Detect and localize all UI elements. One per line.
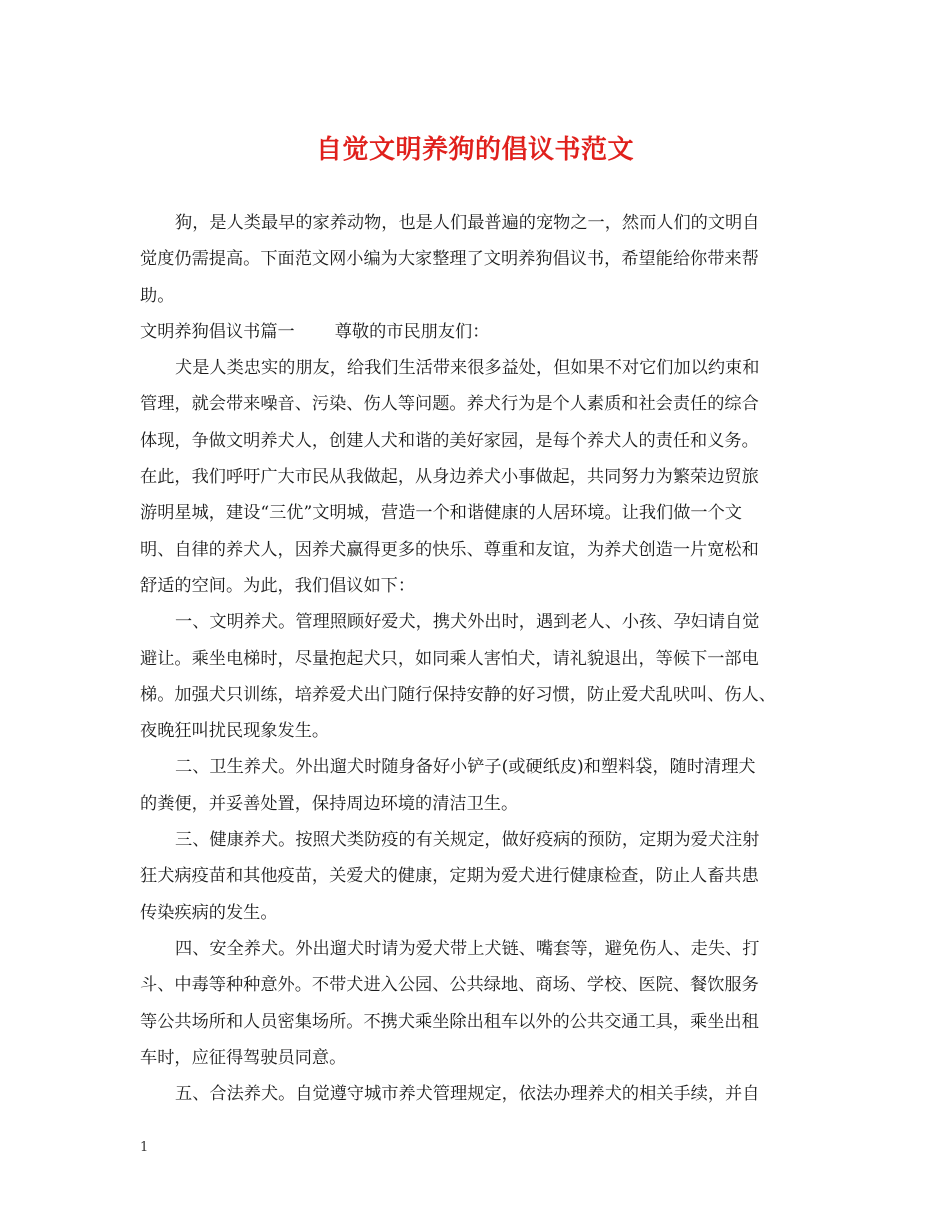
body-line: 五、合法养犬。自觉遵守城市养犬管理规定，依法办理养犬的相关手续，并自 [175, 1084, 760, 1105]
section-heading: 文明养狗倡议书篇一 [140, 321, 295, 342]
page-number: 1 [140, 1140, 149, 1155]
body-line: 避让。乘坐电梯时，尽量抱起犬只，如同乘人害怕犬，请礼貌退出，等候下一部电 [140, 648, 759, 669]
document-body [140, 205, 820, 1112]
body-line: 四、安全养犬。外出遛犬时请为爱犬带上犬链、嘴套等，避免伤人、走失、打 [175, 938, 760, 959]
body-line: 犬是人类忠实的朋友，给我们生活带来很多益处，但如果不对它们加以约束和 [175, 358, 760, 379]
body-line: 在此，我们呼吁广大市民从我做起，从身边养犬小事做起，共同努力为繁荣边贸旅 [140, 467, 759, 488]
body-line: 斗、中毒等种种意外。不带犬进入公园、公共绿地、商场、学校、医院、餐饮服务 [140, 975, 759, 996]
body-line: 二、卫生养犬。外出遛犬时随身备好小铲子(或硬纸皮)和塑料袋，随时清理犬 [175, 757, 756, 778]
body-line: 舒适的空间。为此，我们倡议如下： [140, 575, 416, 596]
body-line: 的粪便，并妥善处置，保持周边环境的清洁卫生。 [140, 793, 519, 814]
body-line: 游明星城，建设“三优”文明城，营造一个和谐健康的人居环境。让我们做一个文 [140, 503, 742, 524]
body-line: 狗，是人类最早的家养动物，也是人们最普遍的宠物之一，然而人们的文明自 [175, 213, 760, 233]
body-line: 车时，应征得驾驶员同意。 [140, 1047, 347, 1068]
body-line: 三、健康养犬。按照犬类防疫的有关规定，做好疫病的预防，定期为爱犬注射 [175, 830, 760, 851]
body-line: 梯。加强犬只训练，培养爱犬出门随行保持安静的好习惯，防止爱犬乱吠叫、伤人、 [140, 684, 776, 705]
salutation: 尊敬的市民朋友们： [334, 321, 490, 342]
body-line: 觉度仍需提高。下面范文网小编为大家整理了文明养狗倡议书，希望能给你带来帮 [140, 249, 759, 270]
body-line: 体现，争做文明养犬人，创建人犬和谐的美好家园，是每个养犬人的责任和义务。 [140, 430, 759, 451]
body-line: 夜晚狂叫扰民现象发生。 [140, 721, 330, 742]
body-line: 狂犬病疫苗和其他疫苗，关爱犬的健康，定期为爱犬进行健康检查，防止人畜共患 [140, 866, 759, 887]
body-line: 一、文明养犬。管理照顾好爱犬，携犬外出时，遇到老人、小孩、孕妇请自觉 [175, 612, 760, 633]
document-title: 自觉文明养狗的倡议书范文 [315, 135, 634, 165]
body-line: 传染疾病的发生。 [140, 902, 278, 923]
body-line: 助。 [140, 285, 175, 306]
section-heading-line [140, 314, 820, 350]
body-line: 管理，就会带来噪音、污染、伤人等问题。养犬行为是个人素质和社会责任的综合 [140, 394, 759, 415]
body-line: 等公共场所和人员密集场所。不携犬乘坐除出租车以外的公共交通工具，乘坐出租 [140, 1011, 759, 1032]
body-line: 明、自律的养犬人，因养犬赢得更多的快乐、尊重和友谊，为养犬创造一片宽松和 [140, 539, 759, 560]
